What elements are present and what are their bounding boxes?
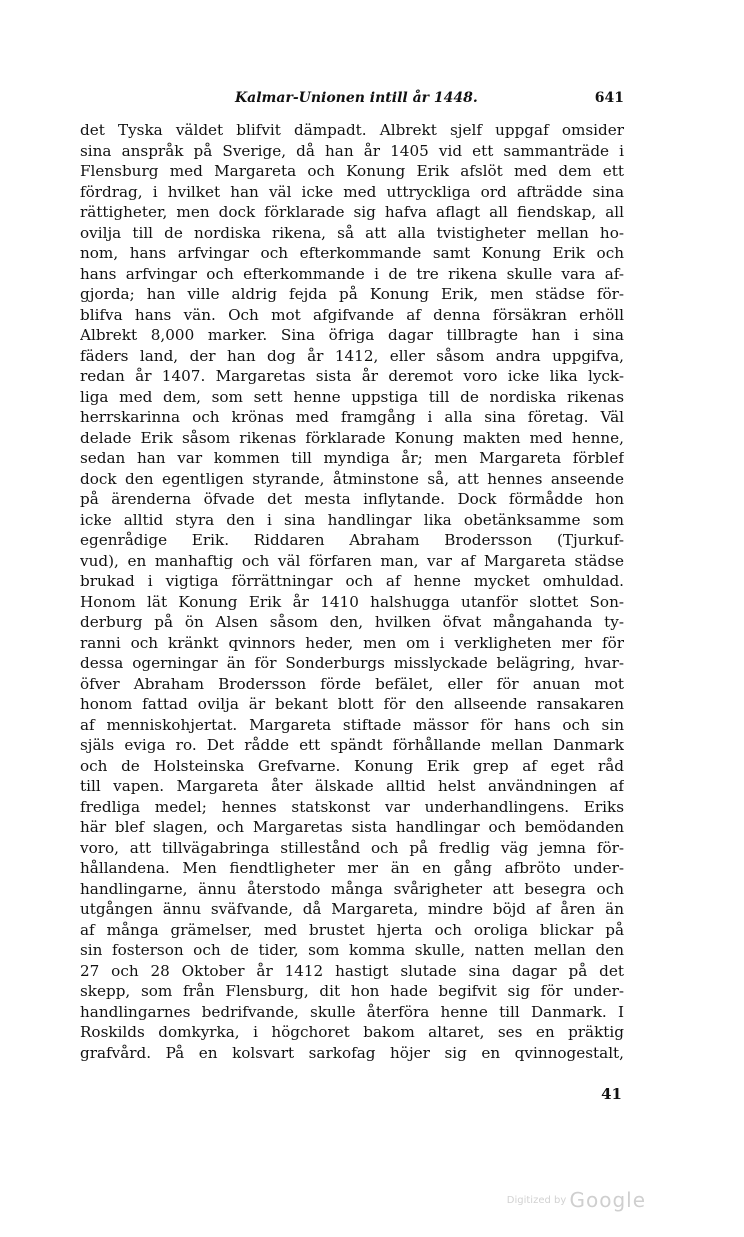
text-line: Roskilds domkyrka, i högchoret bakom altaret, ses en präktig (80, 1023, 624, 1041)
text-line: hållandena. Men fiendtligheter mer än en gång afbröto under- (80, 859, 624, 877)
text-line: honom fattad ovilja är bekant blott för den allseende ransakaren (80, 695, 624, 713)
text-line: ovilja till de nordiska rikena, så att alla tvistigheter mellan ho- (80, 223, 624, 242)
text-line: af många grämelser, med brustet hjerta och oroliga blickar på (80, 920, 624, 939)
text-line: till vapen. Margareta åter älskade alltid helst användningen af (80, 777, 624, 795)
text-line: fredliga medel; hennes statskonst var underhandlingens. Eriks (80, 797, 624, 816)
text-line: sin fosterson och de tider, som komma skulle, natten mellan den (80, 941, 624, 959)
text-line: gjorda; han ville aldrig fejda på Konung Erik, men städse för- (80, 285, 624, 303)
text-line: Albrekt 8,000 marker. Sina öfriga dagar tillbragte han i sina (80, 326, 624, 344)
text-line: brukad i vigtiga förrättningar och af henne mycket omhuldad. (80, 572, 624, 590)
text-line: dock den egentligen styrande, åtminstone så, att hennes anseende (80, 469, 624, 488)
text-line: handlingarnes bedrifvande, skulle återföra henne till Danmark. I (80, 1002, 624, 1021)
text-line: öfver Abraham Brodersson förde befälet, eller för anuan mot (80, 674, 624, 693)
text-line: liga med dem, som sett henne uppstiga till de nordiska rikenas (80, 387, 624, 406)
text-line: herrskarinna och krönas med framgång i alla sina företag. Väl (80, 408, 624, 426)
text-line: själs eviga ro. Det rådde ett spändt förhållande mellan Danmark (80, 736, 624, 754)
text-line: 27 och 28 Oktober år 1412 hastigt slutade sina dagar på det (80, 961, 624, 980)
text-line: sina anspråk på Sverige, då han år 1405 vid ett sammanträde i (80, 141, 624, 160)
text-line: egenrådige Erik. Riddaren Abraham Brodersson (Tjurkuf- (80, 531, 624, 549)
text-line: delade Erik såsom rikenas förklarade Konung makten med henne, (80, 428, 624, 447)
text-line: skepp, som från Flensburg, dit hon hade begifvit sig för under- (80, 982, 624, 1000)
text-line: ranni och kränkt qvinnors heder, men om i verkligheten mer för (80, 633, 624, 652)
running-title: Kalmar-Unionen intill år 1448. (235, 90, 478, 106)
text-line: redan år 1407. Margaretas sista år deremot voro icke lika lyck- (80, 367, 624, 385)
body-text (80, 120, 624, 1063)
watermark-brand: Google (569, 1188, 646, 1212)
text-line: derburg på ön Alsen såsom den, hvilken öfvat mångahanda ty- (80, 613, 624, 631)
watermark (507, 1188, 646, 1212)
text-line: här blef slagen, och Margaretas sista handlingar och bemödanden (80, 818, 624, 836)
text-line: nom, hans arfvingar och efterkommande samt Konung Erik och (80, 244, 624, 262)
text-line: sedan han var kommen till myndiga år; men Margareta förblef (80, 449, 624, 467)
watermark-prefix: Digitized by (506, 1195, 567, 1206)
text-line: fäders land, der han dog år 1412, eller såsom andra uppgifva, (80, 346, 624, 365)
page-number: 641 (594, 90, 624, 106)
signature-mark: 41 (601, 1085, 622, 1103)
text-line: af menniskohjertat. Margareta stiftade mässor för hans och sin (80, 715, 624, 734)
text-line: Flensburg med Margareta och Konung Erik afslöt med dem ett (80, 162, 624, 180)
text-line: fördrag, i hvilket han väl icke med uttryckliga ord afträdde sina (80, 182, 624, 201)
text-line: vud), en manhaftig och väl förfaren man, var af Margareta städse (80, 551, 624, 570)
text-line: Honom lät Konung Erik år 1410 halshugga utanför slottet Son- (80, 592, 624, 611)
text-line: och de Holsteinska Grefvarne. Konung Erik grep af eget råd (80, 756, 624, 775)
text-line: voro, att tillvägabringa stillestånd och på fredlig väg jemna för- (80, 838, 624, 857)
text-line: rättigheter, men dock förklarade sig hafva aflagt all fiendskap, all (80, 203, 624, 221)
text-line: utgången ännu sväfvande, då Margareta, mindre böjd af åren än (80, 900, 624, 918)
page-header (80, 90, 624, 114)
text-line: grafvård. På en kolsvart sarkofag höjer sig en qvinnogestalt, (80, 1043, 624, 1062)
text-line: hans arfvingar och efterkommande i de tre rikena skulle vara af- (80, 264, 624, 283)
text-line: blifva hans vän. Och mot afgifvande af denna försäkran erhöll (80, 305, 624, 324)
text-line: på ärenderna öfvade det mesta inflytande. Dock förmådde hon (80, 490, 624, 508)
text-line: icke alltid styra den i sina handlingar lika obetänksamme som (80, 510, 624, 529)
text-line: dessa ogerningar än för Sonderburgs misslyckade belägring, hvar- (80, 654, 624, 672)
text-line: det Tyska väldet blifvit dämpadt. Albrekt sjelf uppgaf omsider (80, 121, 624, 139)
text-line: handlingarne, ännu återstodo många svårigheter att besegra och (80, 879, 624, 898)
